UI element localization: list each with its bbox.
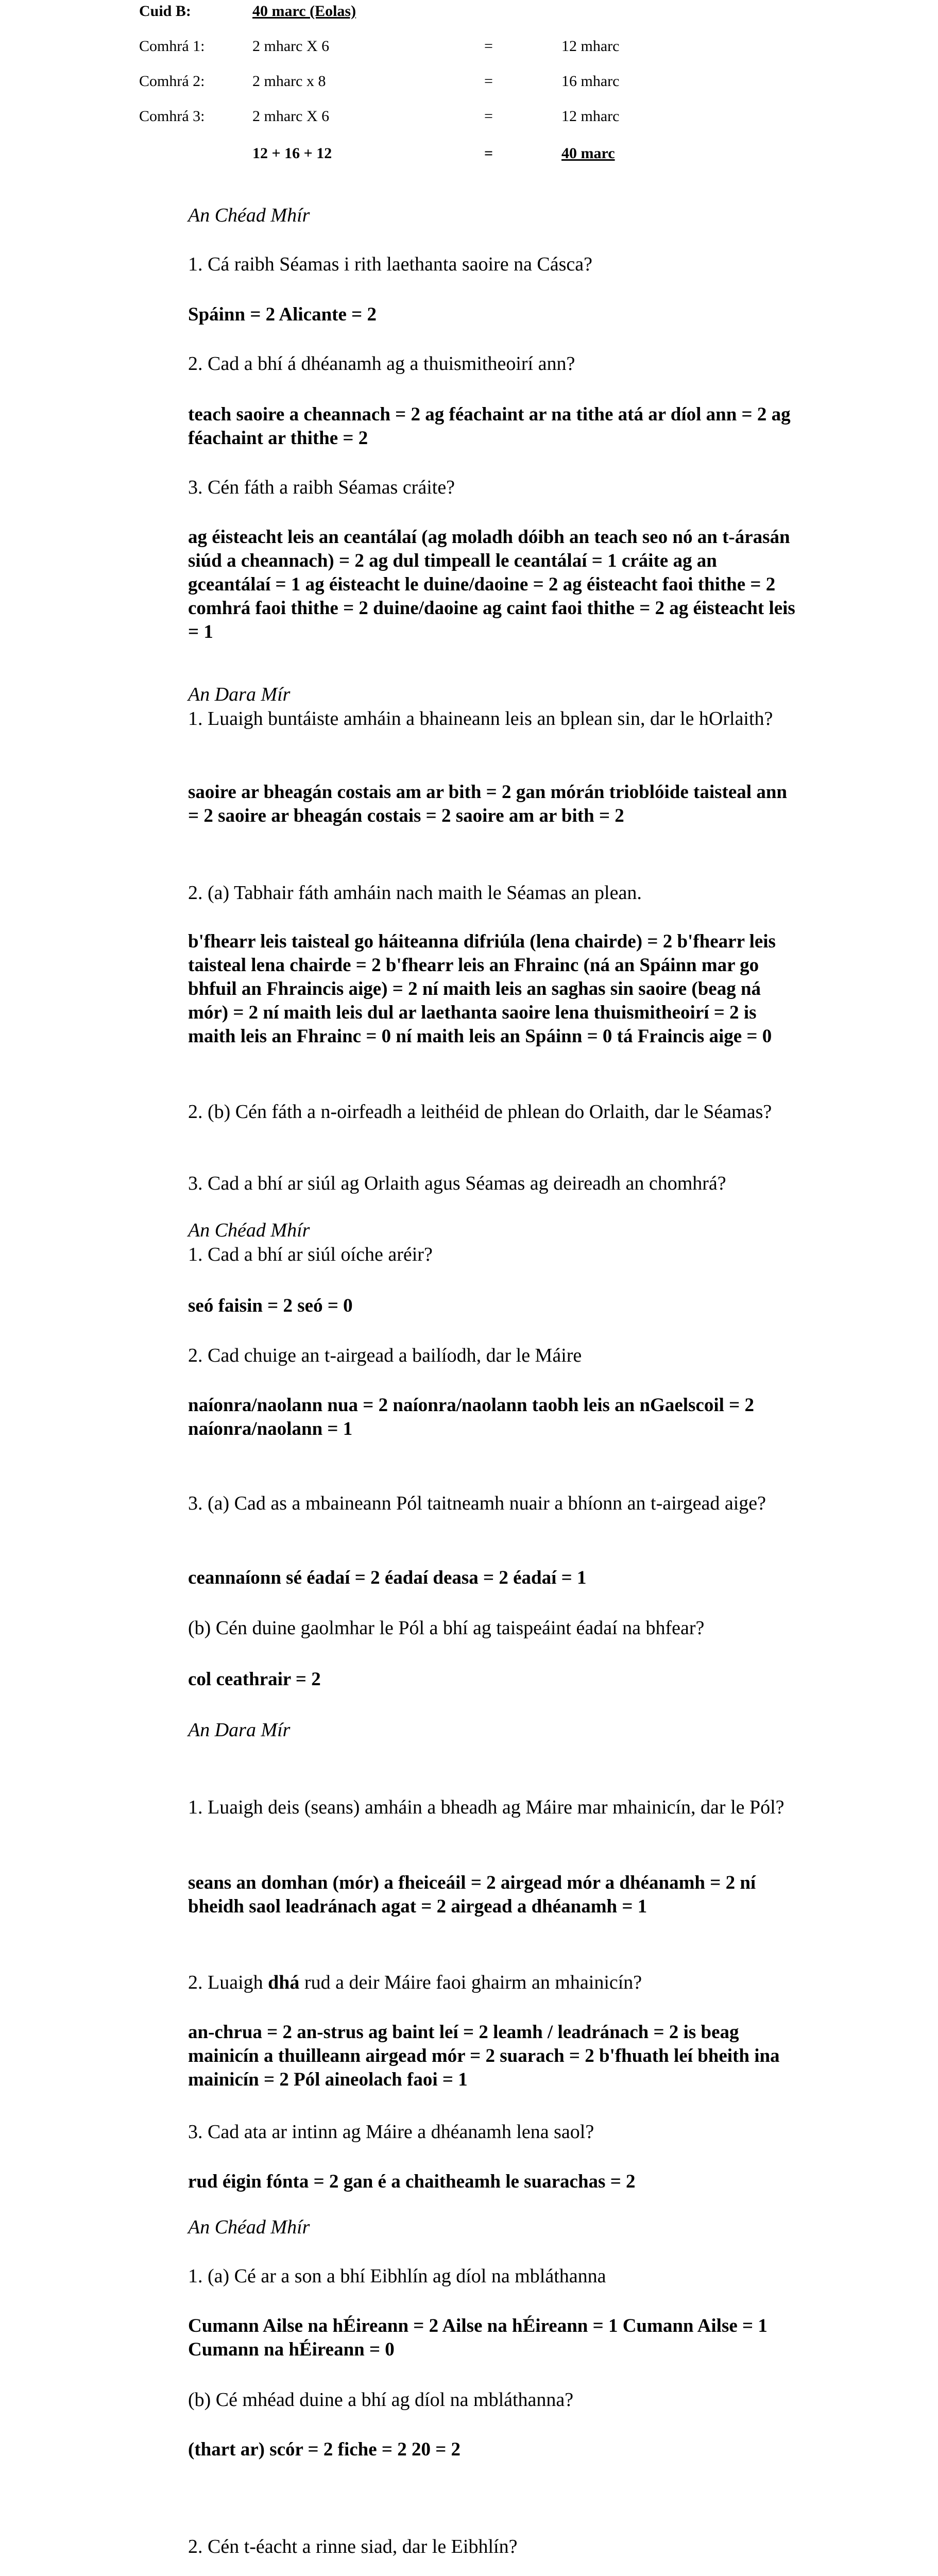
question-text: 3. Cén fáth a raibh Séamas cráite?: [188, 477, 455, 498]
marks-row-equals: =: [484, 108, 493, 125]
answer-key-cut: [188, 2170, 796, 2192]
answer-key: b'fhearr leis taisteal go háiteanna difriúla (lena chairde) = 2 b'fhearr leis taisteal lena chairde = 2 b'fhearr leis an Fhrainc (ná an Spáinn mar go bhfuil an Fhraincis aige) = 2 ní maith leis an saghas sin saoire (beag ná mór) = 2 ní maith leis dul ar laethanta saoire lena thuismitheoirí = 2 is maith leis an Fhrainc = 0 ní maith leis an Spáinn = 0 tá Fraincis aige = 0: [188, 931, 776, 1047]
question-text: 1. (a) Cé ar a son a bhí Eibhlín ag díol na mbláthanna: [188, 2265, 606, 2287]
question-text: 1. Cá raibh Séamas i rith laethanta saoire na Cásca?: [188, 253, 593, 275]
marks-row-equals: =: [484, 73, 493, 90]
answer-key: naíonra/naolann nua = 2 naíonra/naolann taobh leis an nGaelscoil = 2 naíonra/naolann = 1: [188, 1395, 754, 1439]
section2-part1-heading: An Chéad Mhír: [188, 1219, 310, 1241]
answer-key: teach saoire a cheannach = 2 ag féachaint ar na tithe atá ar díol ann = 2 ag féachaint ar thithe = 2: [188, 404, 791, 449]
question-text: 3. (a) Cad as a mbaineann Pól taitneamh nuair a bhíonn an t-airgead aige?: [188, 1493, 766, 1514]
question-text: (b) Cé mhéad duine a bhí ag díol na mbláthanna?: [188, 2389, 574, 2411]
marks-row-calc: 2 mharc X 6: [252, 38, 330, 55]
question-text: 2. (b) Cén fáth a n-oirfeadh a leithéid de phlean do Orlaith, dar le Séamas?: [188, 1101, 772, 1123]
answer-key: col ceathrair = 2: [188, 1669, 321, 1690]
question-text: 2. (a) Tabhair fáth amháin nach maith le Séamas an plean.: [188, 882, 642, 904]
marks-row-total: 12 mharc: [561, 108, 620, 125]
marks-row-calc: 2 mharc X 6: [252, 108, 330, 125]
marks-row-label: Comhrá 2:: [139, 73, 205, 90]
answer-key: ceannaíonn sé éadaí = 2 éadaí deasa = 2 éadaí = 1: [188, 1567, 587, 1588]
marks-row-label: Comhrá 3:: [139, 108, 205, 125]
question-text: [188, 1971, 796, 1994]
marks-row-calc: 2 mharc x 8: [252, 73, 326, 90]
question-text: 1. Luaigh deis (seans) amháin a bheadh ag Máire mar mhainicín, dar le Pól?: [188, 1797, 784, 1818]
question-emphasis: dhá: [268, 1972, 300, 1993]
marks-sum-calc: 12 + 16 + 12: [252, 145, 332, 162]
section3-part1-heading: An Chéad Mhír: [188, 2216, 310, 2238]
section1-part1-heading: An Chéad Mhír: [188, 205, 310, 226]
marks-title-label: Cuid B:: [139, 3, 191, 20]
marks-row-total: 12 mharc: [561, 38, 620, 55]
marks-sum-total: 40 marc: [561, 145, 615, 162]
answer-key: seó faisin = 2 seó = 0: [188, 1295, 353, 1316]
section2-part2-heading: An Dara Mír: [188, 1719, 291, 1741]
answer-key-line: rud éigin fónta = 2 gan é a chaitheamh le suarachas = 2: [188, 2171, 636, 2192]
section1-part2-heading: An Dara Mír: [188, 684, 291, 705]
cut-off-question-text: [188, 1173, 796, 1195]
marks-row-equals: =: [484, 38, 493, 55]
marks-title-value: 40 marc (Eolas): [252, 3, 356, 20]
question-text-part: 2. Luaigh: [188, 1972, 268, 1993]
answer-key: an-chrua = 2 an-strus ag baint leí = 2 leamh / leadránach = 2 is beag mainicín a thuilleann airgead mór = 2 suarach = 2 b'fhuath leí bheith ina mainicín = 2 Pól aineolach faoi = 1: [188, 2022, 780, 2090]
marks-sum-equals: =: [484, 145, 493, 162]
question-text: 2. Cad chuige an t-airgead a bailíodh, dar le Máire: [188, 1345, 582, 1366]
answer-key: Cumann Ailse na hÉireann = 2 Ailse na hÉireann = 1 Cumann Ailse = 1 Cumann na hÉireann = 0: [188, 2315, 768, 2360]
question-text: 3. Cad ata ar intinn ag Máire a dhéanamh lena saol?: [188, 2121, 594, 2143]
answer-key: (thart ar) scór = 2 fiche = 2 20 = 2: [188, 2439, 461, 2460]
question-text: (b) Cén duine gaolmhar le Pól a bhí ag taispeáint éadaí na bhfear?: [188, 1617, 705, 1639]
marks-row-label: Comhrá 1:: [139, 38, 205, 55]
question-text: 2. Cad a bhí á dhéanamh ag a thuismitheoirí ann?: [188, 353, 575, 375]
question-text: 1. Luaigh buntáiste amháin a bhaineann leis an bplean sin, dar le hOrlaith?: [188, 708, 773, 730]
answer-key: seans an domhan (mór) a fheiceáil = 2 airgead mór a dhéanamh = 2 ní bheidh saol leadránach agat = 2 airgead a dhéanamh = 1: [188, 1872, 756, 1917]
marks-row-total: 16 mharc: [561, 73, 620, 90]
answer-key: saoire ar bheagán costais am ar bith = 2 gan mórán trioblóide taisteal ann = 2 saoire ar bheagán costais = 2 saoire am ar bith = 2: [188, 782, 787, 826]
answer-key: Spáinn = 2 Alicante = 2: [188, 304, 377, 325]
question-text: 1. Cad a bhí ar siúl oíche aréir?: [188, 1244, 433, 1265]
answer-key: ag éisteacht leis an ceantálaí (ag moladh dóibh an teach seo nó an t-árasán siúd a cheannach) = 2 ag dul timpeall le ceantálaí = 1 cráite ag an gceantálaí = 1 ag éisteacht le duine/daoine = 2 ag éisteacht faoi thithe = 2 comhrá faoi thithe = 2 duine/daoine ag caint faoi thithe = 2 ag éisteacht leis = 1: [188, 527, 795, 642]
question-text: 2. Cén t-éacht a rinne siad, dar le Eibhlín?: [188, 2536, 518, 2557]
cut-off-question-line: 3. Cad a bhí ar siúl ag Orlaith agus Séamas ag deireadh an chomhrá?: [188, 1173, 726, 1194]
question-text-part: rud a deir Máire faoi ghairm an mhainicín?: [299, 1972, 642, 1993]
